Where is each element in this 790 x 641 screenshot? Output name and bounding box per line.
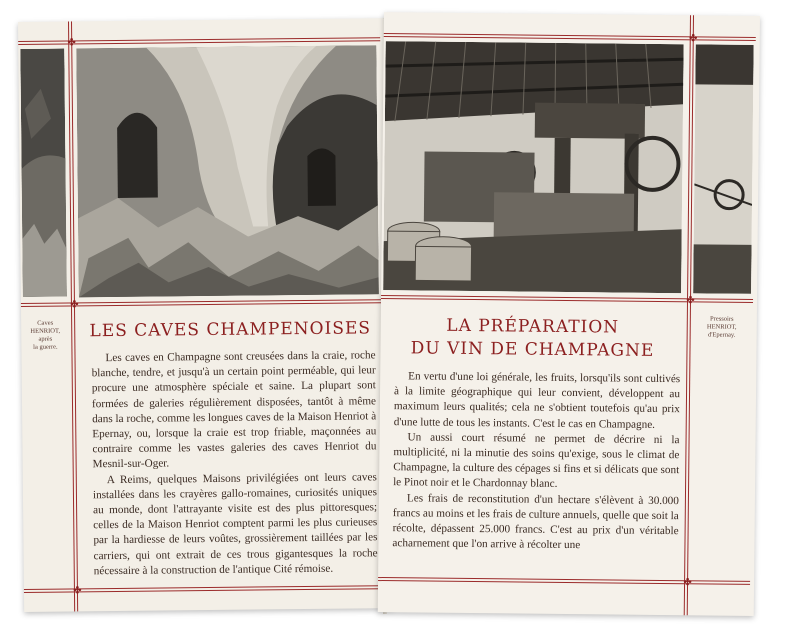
corner-ornament: ✤	[683, 577, 692, 589]
right-page	[378, 12, 760, 616]
bottom-rule	[378, 577, 750, 589]
top-rule	[384, 33, 756, 45]
corner-ornament: ✤	[686, 295, 695, 307]
caption-line: HENRIOT,	[30, 327, 61, 335]
caption-line: après	[38, 335, 53, 343]
right-body-text	[392, 369, 680, 554]
caption-line: HENRIOT,	[706, 323, 737, 331]
caption-line: la guerre.	[33, 343, 58, 351]
press-room-photo	[383, 41, 684, 293]
corner-ornament: ✤	[67, 37, 76, 49]
cave-photo	[76, 45, 379, 297]
corner-ornament: ✤	[70, 299, 79, 311]
middle-rule	[381, 295, 753, 307]
left-heading: LES CAVES CHAMPENOISES	[89, 318, 372, 342]
corner-ornament: ✤	[688, 33, 698, 45]
caption-line: d'Epernay.	[707, 331, 736, 339]
caption-line: Caves	[37, 319, 54, 327]
left-photo-caption	[21, 319, 69, 352]
corner-ornament: ✤	[73, 585, 82, 597]
left-page	[18, 18, 392, 612]
machine-photo-strip	[693, 44, 754, 294]
paragraph: Un aussi court résumé ne permet de décrire ni la multiplicité, ni la minutie des soins qu'exige, sous le climat de Champagne, la culture des cépages si fins et si délicats que sont le Pinot noir et le Chardonnay blanc.	[393, 431, 680, 491]
paragraph: En vertu d'une loi générale, les fruits, lorsqu'ils sont cultivés à la limite géographique qui leur convient, développent au maximum leurs qualités; cela ne s'obtient toutefois qu'au prix d'une lutte de tous les instants. C'est le cas en Champagne.	[393, 370, 681, 431]
right-heading-line1: LA PRÉPARATION	[446, 315, 620, 338]
right-heading-line2: DU VIN DE CHAMPAGNE	[410, 338, 655, 361]
right-photo-caption	[693, 315, 751, 340]
cave-photo-strip	[20, 49, 67, 297]
caption-line: Pressoirs	[710, 315, 734, 323]
paragraph: Les caves en Champagne sont creusées dans la craie, roche blanche, tendre, et jusqu'à un certain point perméable, qui leur procure une atmosphère spéciale et saine. La plupart sont formées de galeries régulièrement disposées, tantôt à même dans la roche, comme les longues caves de la Maison Henriot à Epernay, ou, lorsque la craie est trop friable, maçonnées au contraire comme les vastes galeries des caves Henriot du Mesnil-sur-Oger.	[91, 349, 377, 471]
left-body-text	[91, 348, 377, 579]
paragraph: A Reims, quelques Maisons privilégiées ont leurs caves installées dans les crayères gallo-romaines, curiosités uniques au monde, dont l'attrayante visite est des plus pittoresques; celles de la Maison Henriot comptent parmi les plus curieuses par la hardiesse de leurs voûtes, grossièrement taillées par les carriers, qui ont extrait de ces trous gigantesques la roche nécessaire à la construction de l'antique Cité rémoise.	[92, 470, 378, 578]
paragraph: Les frais de reconstitution d'un hectare s'élèvent à 30.000 francs au moins et les frais de culture annuels, quelle que soit la récolte, dépassent 25.000 francs. C'est au prix d'un véritable acharnement que l'on arrive à récolter une	[392, 491, 679, 552]
